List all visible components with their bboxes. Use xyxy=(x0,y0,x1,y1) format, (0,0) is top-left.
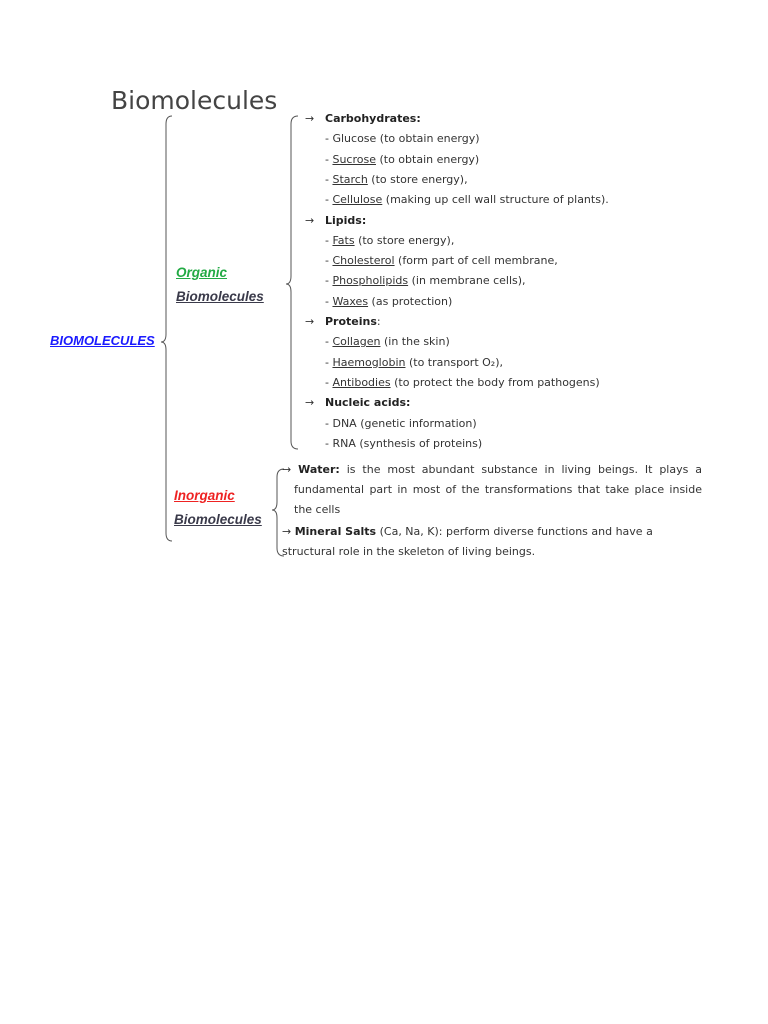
item-dash: - xyxy=(325,193,333,207)
group-heading xyxy=(305,112,421,125)
item-dash: - xyxy=(325,436,333,450)
item-dash: - xyxy=(325,355,333,369)
list-item[interactable] xyxy=(325,173,468,186)
item-term: Waxes xyxy=(332,294,369,308)
item-dash: - xyxy=(325,375,333,389)
list-item[interactable] xyxy=(325,295,452,308)
list-item xyxy=(325,132,480,145)
item-desc: (to transport O₂), xyxy=(405,355,503,369)
item-desc: (to obtain energy) xyxy=(376,132,480,146)
item-term: Glucose xyxy=(332,132,377,146)
item-desc: (to store energy), xyxy=(367,172,468,186)
item-desc: (to store energy), xyxy=(354,233,455,247)
list-item[interactable] xyxy=(325,356,503,369)
item-desc: (to protect the body from pathogens) xyxy=(390,375,600,389)
inorganic-item xyxy=(282,522,702,562)
item-term: Sucrose xyxy=(332,152,376,166)
list-item xyxy=(325,437,482,450)
item-dash: - xyxy=(325,335,333,349)
item-term: RNA xyxy=(332,436,356,450)
item-desc: (to obtain energy) xyxy=(375,152,480,166)
item-desc: (in the skin) xyxy=(380,335,450,349)
organic-label[interactable]: Organic xyxy=(176,265,228,280)
list-item[interactable] xyxy=(325,234,454,247)
inorganic-desc: is the most abundant substance in living beings. It plays a fundamental part in most of the transformations that take place inside the cells xyxy=(294,463,702,516)
inorganic-biomolecules-label[interactable]: Biomolecules xyxy=(174,512,262,527)
group-heading-text: Carbohydrates: xyxy=(325,112,421,125)
item-desc: (making up cell wall structure of plants). xyxy=(382,193,609,207)
item-dash: - xyxy=(325,254,333,268)
group-heading-text: Nucleic acids: xyxy=(325,396,411,410)
organic-bracket xyxy=(286,116,298,449)
item-dash: - xyxy=(325,294,333,308)
inorganic-list xyxy=(282,460,702,562)
item-term: Haemoglobin xyxy=(332,355,406,369)
item-dash: - xyxy=(325,233,333,247)
item-term: Phospholipids xyxy=(332,274,409,288)
item-desc: (in membrane cells), xyxy=(408,274,526,288)
item-dash: - xyxy=(325,132,333,146)
item-term: DNA xyxy=(332,416,357,430)
item-term: Antibodies xyxy=(332,375,391,389)
item-desc: (synthesis of proteins) xyxy=(355,436,483,450)
arrow-icon: → xyxy=(305,315,315,328)
root-label[interactable]: BIOMOLECULES xyxy=(50,333,155,348)
item-desc: (form part of cell membrane, xyxy=(394,254,558,268)
item-term: Collagen xyxy=(332,335,381,349)
item-term: Starch xyxy=(332,172,368,186)
arrow-icon: → xyxy=(305,112,315,125)
list-item[interactable] xyxy=(325,335,450,348)
item-desc: (as protection) xyxy=(368,294,453,308)
group-heading xyxy=(305,214,366,227)
page-title: Biomolecules xyxy=(111,86,278,115)
item-desc: (genetic information) xyxy=(356,416,477,430)
arrow-icon: → xyxy=(305,213,315,227)
list-item[interactable] xyxy=(325,376,600,389)
arrow-icon: → xyxy=(282,525,292,538)
item-dash: - xyxy=(325,152,333,166)
group-heading-text: Lipids: xyxy=(325,213,367,227)
item-term: Fats xyxy=(332,233,355,247)
heading-suffix: : xyxy=(376,315,381,328)
list-item[interactable] xyxy=(325,153,479,166)
list-item[interactable] xyxy=(325,193,609,206)
inorganic-label[interactable]: Inorganic xyxy=(174,488,235,503)
list-item[interactable] xyxy=(325,274,526,287)
organic-biomolecules-label[interactable]: Biomolecules xyxy=(176,289,264,304)
group-heading-text: Proteins xyxy=(325,315,377,328)
item-term: Cellulose xyxy=(332,193,383,207)
item-dash: - xyxy=(325,274,333,288)
inorganic-term: Water: xyxy=(298,463,340,476)
item-term: Cholesterol xyxy=(332,254,395,268)
item-dash: - xyxy=(325,172,333,186)
arrow-icon: → xyxy=(305,396,315,410)
group-heading xyxy=(305,315,381,328)
item-dash: - xyxy=(325,416,333,430)
group-heading xyxy=(305,396,410,409)
inorganic-term: Mineral Salts xyxy=(294,525,377,538)
main-bracket xyxy=(161,116,172,541)
list-item xyxy=(325,417,477,430)
arrow-icon: → xyxy=(282,463,292,476)
inorganic-item xyxy=(282,460,702,520)
inorganic-desc: (Ca, Na, K): perform diverse functions and have a structural role in the skeleton of living beings. xyxy=(282,525,653,558)
list-item[interactable] xyxy=(325,254,558,267)
